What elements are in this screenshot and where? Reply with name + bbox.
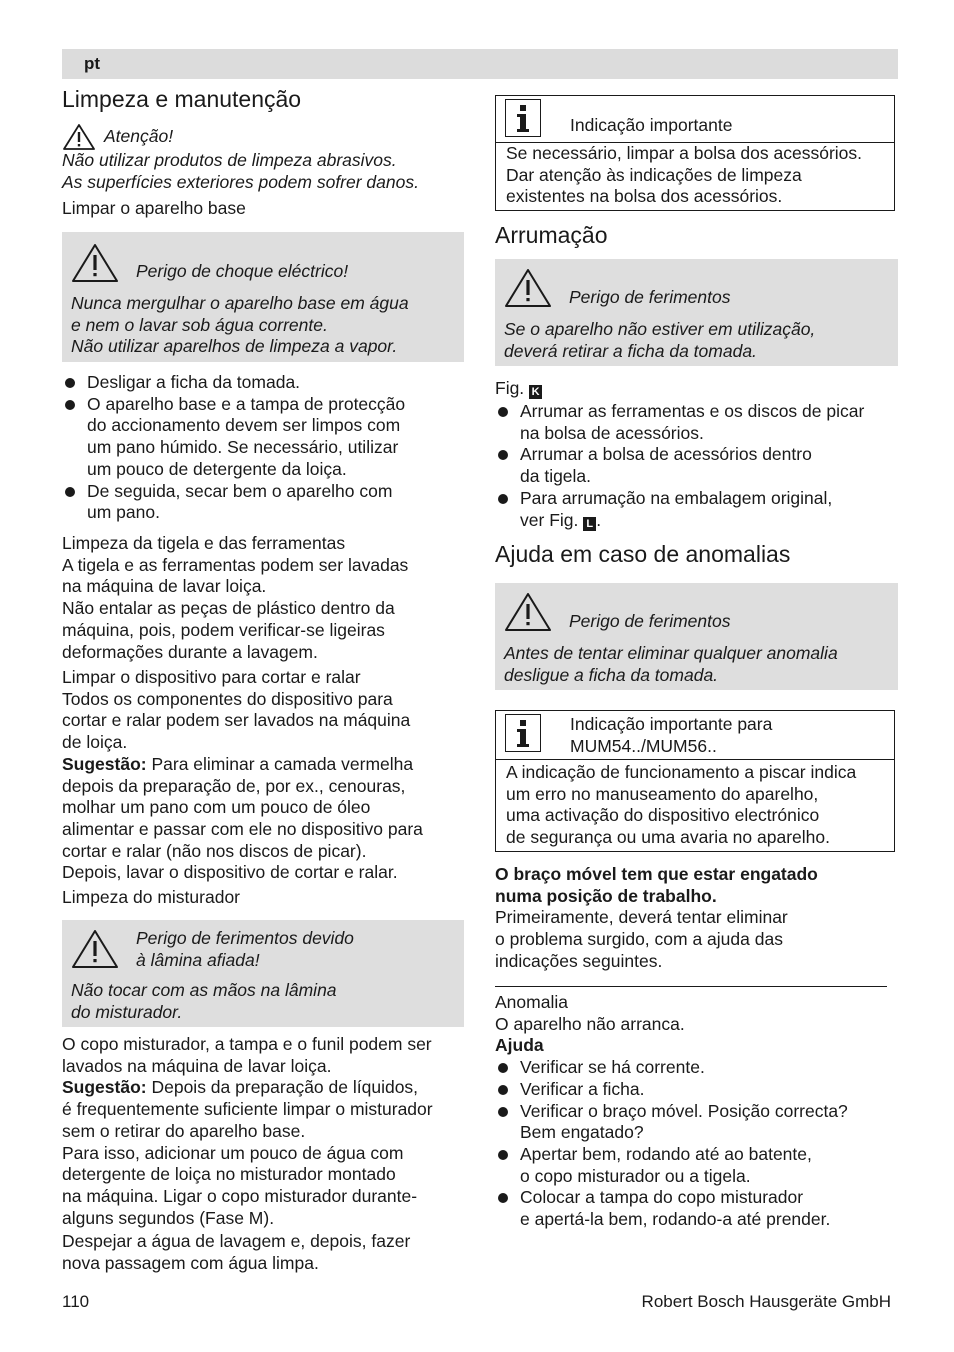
info-box-mum [495,710,895,852]
divider [495,986,887,987]
injury-warning-box-storage [495,259,898,366]
warning-icon [70,928,120,970]
info-title: Indicação importante para MUM54../MUM56.. [570,714,773,756]
list-item: Colocar a tampa do copo misturador e apertá-la bem, rodando-a até prender. [495,1187,905,1230]
heading-bowl: Limpeza da tigela e das ferramentas [62,533,346,553]
list-item: Verificar o braço móvel. Posição correcta? Bem engatado? [495,1101,905,1144]
heading-base-unit: Limpar o aparelho base [62,198,246,218]
language-bar [62,49,898,79]
warning-icon [503,267,553,309]
list-item: O aparelho base e a tampa de protecção do accionamento devem ser limpos com um pano húmido. Se necessário, utilizar um pouco de detergente da loiça. [62,394,472,481]
warning-icon [503,591,553,633]
blade-text: Não tocar com as mãos na lâmina do misturador. [71,980,337,1022]
injury-text: Se o aparelho não estiver em utilização, deverá retirar a ficha da tomada. [504,319,816,361]
injury-title: Perigo de ferimentos [569,287,731,307]
list-item: Arrumar as ferramentas e os discos de picar na bolsa de acessórios. [495,401,905,444]
anomaly-section [495,992,905,1231]
injury-warning-box-trouble [495,583,898,690]
base-cleaning-list [62,372,472,524]
info-title: Indicação importante [570,115,733,135]
injury-text: Antes de tentar eliminar qualquer anomalia desligue a ficha da tomada. [504,643,838,685]
help-label: Ajuda [495,1035,544,1056]
heading-storage: Arrumação [495,222,608,248]
warning-icon [70,242,120,284]
attention-text: Não utilizar produtos de limpeza abrasivos. As superfícies exteriores podem sofrer danos. [62,150,419,192]
help-list [495,1057,905,1231]
heading-troubleshooting: Ajuda em caso de anomalias [495,541,791,567]
injury-title: Perigo de ferimentos [569,611,731,631]
language-code: pt [84,54,101,73]
list-item: De seguida, secar bem o aparelho com um pano. [62,481,472,524]
bowl-section: Limpeza da tigela e das ferramentas A tigela e as ferramentas podem ser lavadas na máquina de lavar loiça. Não entalar as peças de plástico dentro da máquina, pois, podem verificar-se ligeiras deformações durante a lavagem. [62,533,472,663]
info-text: A indicação de funcionamento a piscar indica um erro no manuseamento do aparelho, uma activação do dispositivo electrónico de segurança ou uma avaria no aparelho. [506,762,857,848]
tip-label: Sugestão: [62,753,147,774]
figure-ref: Fig. K [495,378,542,400]
list-item: Verificar a ficha. [495,1079,905,1101]
storage-list [495,401,905,531]
heading-slicer: Limpar o dispositivo para cortar e ralar [62,667,361,687]
attention-title: Atenção! [104,126,174,146]
blade-warning-box [62,920,464,1027]
anomaly-label: Anomalia [495,992,568,1012]
heading-cleaning: Limpeza e manutenção [62,86,302,112]
slicer-section: Limpar o dispositivo para cortar e ralar Todos os componentes do dispositivo para cortar e ralar podem ser lavados na máquina de loiça. Sugestão: Para eliminar a camada vermelha depois da preparação de, por ex., cenouras, molhar um pano com um pouco de óleo alimentar e passar com ele no dispositivo para cortar e ralar (não nos discos de picar). Depois, lavar o dispositivo de cortar e ralar. [62,667,472,884]
heading-blender: Limpeza do misturador [62,887,240,907]
blade-title: Perigo de ferimentos devido à lâmina afiada! [136,928,354,970]
figure-k-icon: K [529,385,542,399]
blender-text: O copo misturador, a tampa e o funil podem ser lavados na máquina de lavar loiça. Sugestão: Depois da preparação de líquidos, é frequentemente suficiente limpar o misturador sem o retirar do aparelho base. Para isso, adicionar um pouco de água com detergente de loiça no misturador montado na máquina. Ligar o copo misturador durante- alguns segundos (Fase M). Despejar a água de lavagem e, depois, fazer nova passagem com água limpa. [62,1034,433,1274]
list-item: Apertar bem, rodando até ao batente, o copo misturador ou a tigela. [495,1144,905,1187]
list-item: Desligar a ficha da tomada. [62,372,472,394]
info-icon [505,99,541,137]
footer-company: Robert Bosch Hausgeräte GmbH [641,1292,891,1311]
list-item: Arrumar a bolsa de acessórios dentro da tigela. [495,444,905,487]
shock-title: Perigo de choque eléctrico! [136,261,349,281]
info-icon [505,714,541,752]
shock-warning-box [62,232,464,362]
shock-text: Nunca mergulhar o aparelho base em água e nem o lavar sob água corrente. Não utilizar aparelhos de limpeza a vapor. [71,293,409,357]
page-number: 110 [62,1292,90,1311]
figure-l-icon: L [583,517,596,531]
arm-section: O braço móvel tem que estar engatado numa posição de trabalho. Primeiramente, deverá tentar eliminar o problema surgido, com a ajuda das indicações seguintes. [495,864,818,971]
anomaly-text: O aparelho não arranca. [495,1013,685,1034]
warning-icon [62,123,96,151]
list-item: Verificar se há corrente. [495,1057,905,1079]
info-box-accessories [495,95,895,211]
list-item: Para arrumação na embalagem original, ver Fig. L . [495,488,905,531]
info-text: Se necessário, limpar a bolsa dos acessórios. Dar atenção às indicações de limpeza existentes na bolsa dos acessórios. [506,143,863,207]
